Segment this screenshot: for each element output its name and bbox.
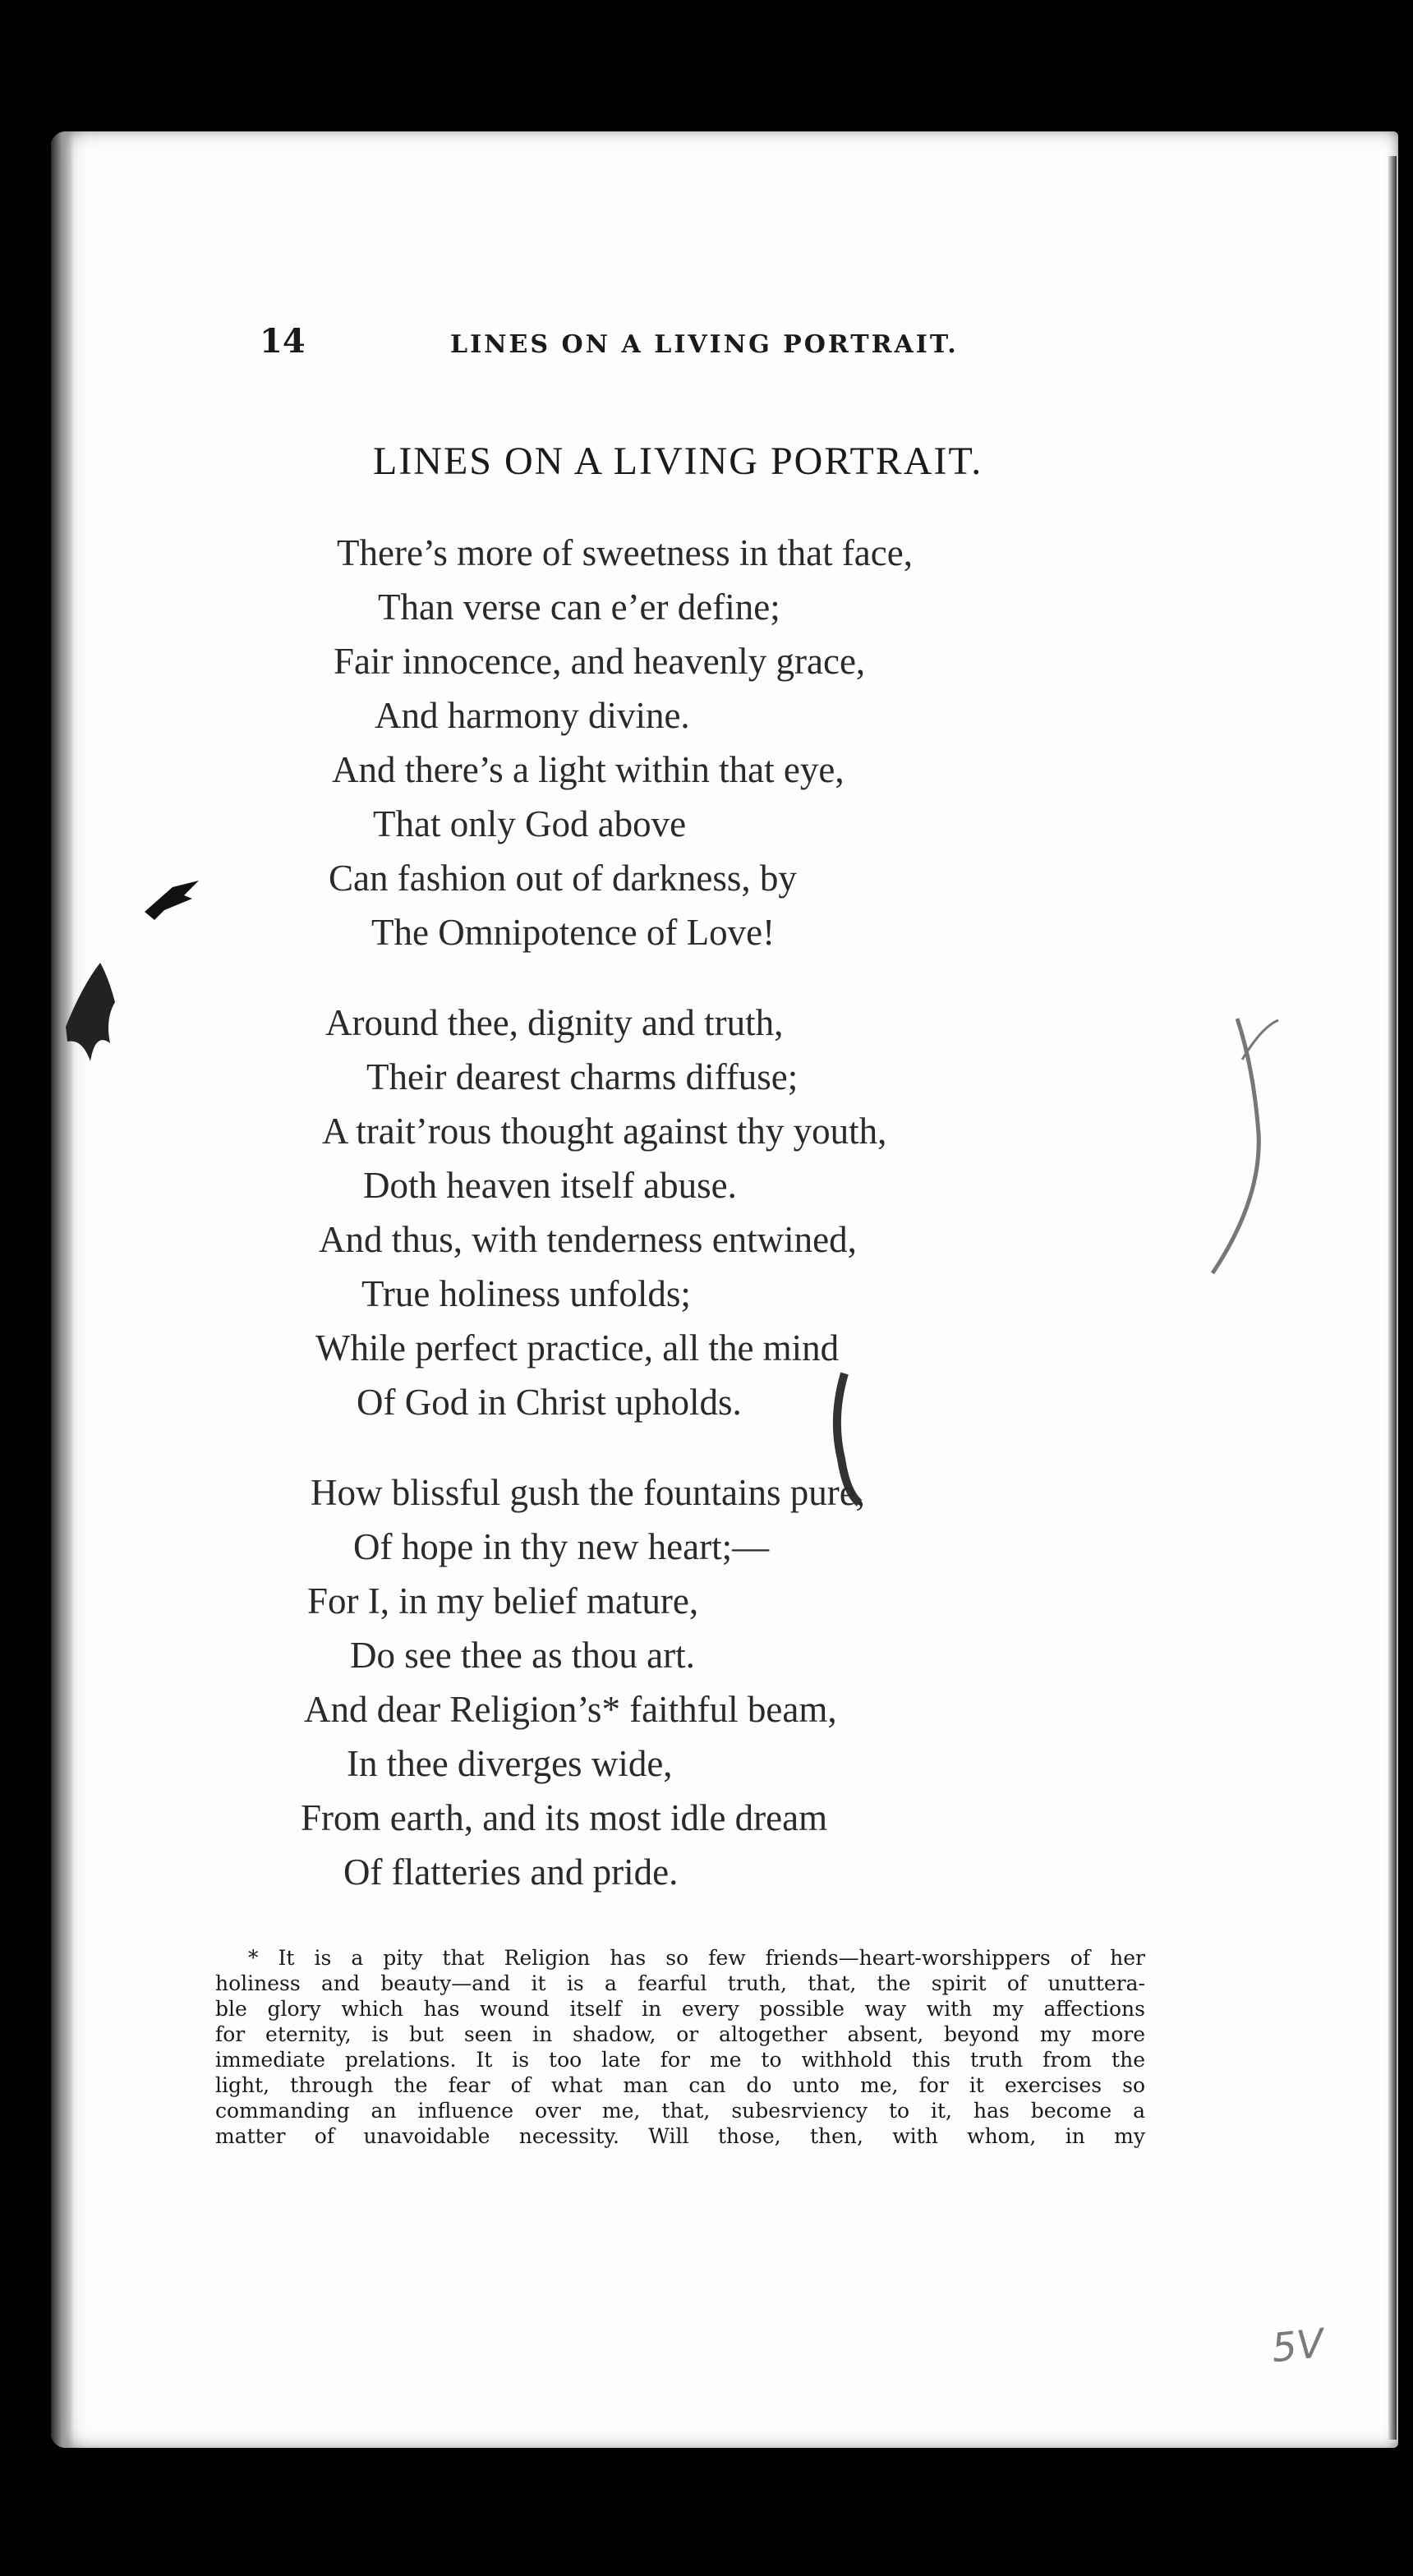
footnote-line: matter of unavoidable necessity. Will those, then, with whom, in my (215, 2124, 1145, 2148)
poem-line: Fair innocence, and heavenly grace, (334, 641, 866, 682)
footnote-line: ble glory which has wound itself in every possible way with my affections (215, 1997, 1145, 2021)
poem-line: And thus, with tenderness entwined, (319, 1219, 857, 1260)
footnote-line: light, through the fear of what man can do unto me, for it exercises so (215, 2073, 1145, 2097)
poem-line: Of God in Christ upholds. (357, 1382, 742, 1423)
footnote-line: commanding an influence over me, that, subesrviency to it, has become a (215, 2099, 1145, 2123)
handwritten-number: 5V (1269, 2320, 1327, 2372)
poem-line: Of flatteries and pride. (343, 1852, 679, 1893)
stanza-2 (0, 996, 1413, 1429)
poem-line: Doth heaven itself abuse. (363, 1165, 737, 1206)
poem-line: Than verse can e’er define; (378, 586, 780, 628)
poem-title: LINES ON A LIVING PORTRAIT. (373, 439, 983, 483)
poem-line: From earth, and its most idle dream (301, 1797, 828, 1838)
page-number: 14 (260, 322, 306, 361)
poem-line: Can fashion out of darkness, by (329, 858, 797, 899)
footnote-line: for eternity, is but seen in shadow, or altogether absent, beyond my more (215, 2022, 1145, 2046)
poem-line: There’s more of sweetness in that face, (337, 532, 913, 573)
poem-line: And dear Religion’s* faithful beam, (304, 1689, 837, 1730)
stanza-3 (0, 1465, 1413, 1899)
poem-line: Their dearest charms diffuse; (366, 1056, 799, 1097)
poem-line: Around thee, dignity and truth, (325, 1002, 784, 1043)
poem-line: In thee diverges wide, (347, 1743, 673, 1784)
poem-body (0, 526, 1413, 1935)
poem-line: For I, in my belief mature, (307, 1580, 699, 1622)
poem-line: That only God above (373, 803, 687, 844)
stanza-1 (0, 526, 1413, 959)
poem-line: True holiness unfolds; (361, 1273, 691, 1314)
footnote-line: * It is a pity that Religion has so few friends—heart-worshippers of her (248, 1946, 1145, 1970)
poem-line: A trait’rous thought against thy youth, (322, 1111, 887, 1152)
poem-line: While perfect practice, all the mind (315, 1327, 840, 1368)
poem-line: Of hope in thy new heart;— (353, 1526, 770, 1567)
footnote-line: holiness and beauty—and it is a fearful truth, that, the spirit of unuttera- (215, 1971, 1145, 1995)
footnote-line: immediate prelations. It is too late for me to withhold this truth from the (215, 2048, 1145, 2072)
poem-line: Do see thee as thou art. (350, 1635, 695, 1676)
running-title: LINES ON A LIVING PORTRAIT. (450, 330, 959, 359)
poem-line: How blissful gush the fountains pure, (311, 1472, 865, 1513)
poem-line: And there’s a light within that eye, (332, 749, 845, 790)
poem-line: And harmony divine. (375, 695, 690, 736)
footnote (215, 1945, 1145, 2149)
poem-line: The Omnipotence of Love! (371, 912, 776, 953)
